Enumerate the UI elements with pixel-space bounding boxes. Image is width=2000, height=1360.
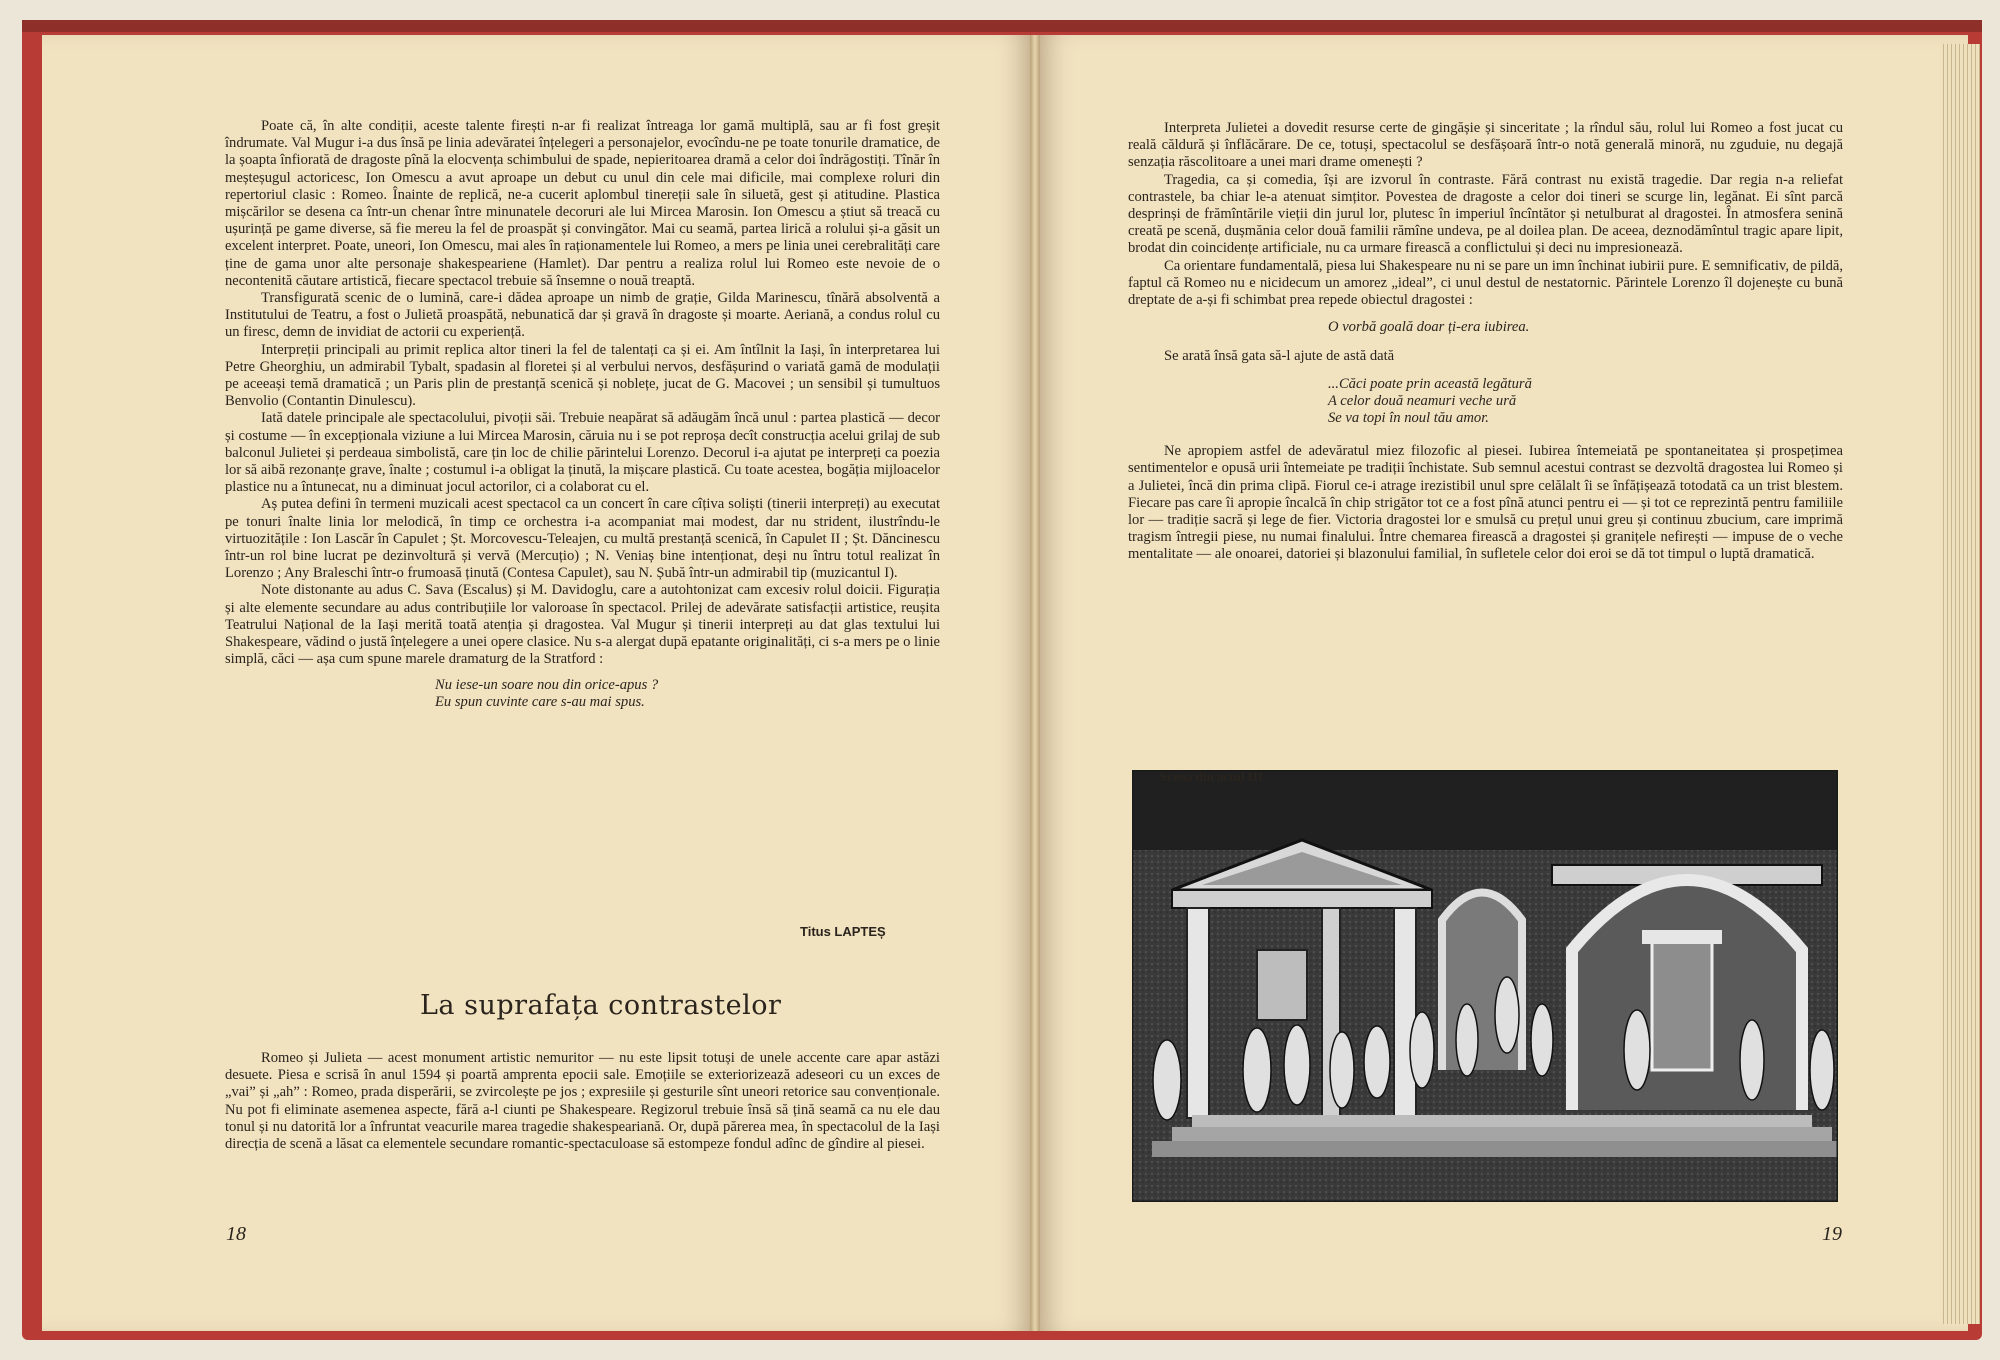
paragraph: Iată datele principale ale spectacolului, pivoții săi. Trebuie neapărat să adăugăm încă unul : partea plastică — decor și costume — în excepționala viziune a lui Mircea Marosin, căruia nu i se pot reproșa decît construcția acelui grilaj de sub balconul Julietei și perdeaua simbolistă, care țin loc de chilie părintelui Lorenzo. Decorul i-a ajutat pe interpreți ca poezia lor să aibă rezonanțe grave, înalte ; costumul i-a obligat la ținută, la mișcare plastică. Cu toate acestea, bogăția mijloacelor plastice nu a întunecat, nu a diminuat jocul actorilor, ci a colaborat cu el.: [225, 410, 940, 496]
verse-line: Eu spun cuvinte care s-au mai spus.: [435, 693, 645, 710]
book-gutter: [1030, 35, 1040, 1331]
article-intro: [225, 1050, 940, 1153]
paragraph: Ne apropiem astfel de adevăratul miez filozofic al piesei. Iubirea întemeiată pe spontaneitatea și prospețimea sentimentelor e opusă urii întemeiate pe tradiții închistate. Sub semnul acestui contrast se dezvoltă dragostea lui Romeo și a Julietei, încă din prima clipă. Fiorul ce-i atrage irezistibil unul spre celălalt îi se înfățișează totodată ca un trist blestem. Fiecare pas care îi apropie încalcă în chip strigător tot ce a fost pînă atunci pentru ei — și tot ce reprezintă pentru familiile lor — tradiție sacră și lege de fier. Victoria dragostei lor e smulsă cu prețul unui greu și continuu zbucium, care imprimă tragism întregii piese, nu numai finalului. Între chemarea firească a dragostei și granițele nefirești — impuse de o veche mentalitate — ale onoarei, datoriei și blazonului familial, în sufletele celor doi eroi se dă tot timpul o luptă dramatică.: [1128, 443, 1843, 563]
paragraph: Tragedia, ca și comedia, își are izvorul în contraste. Fără contrast nu există tragedie. Dar regia n-a reliefat contrastele, ba chiar le-a atenuat simțitor. Povestea de dragoste a celor doi tineri se scurge lin, legănat. Ei sînt parcă desprinși de frămîntările vieții din jurul lor, plutesc în imperiul încîntător și netulburat al dragostei. În atmosfera senină creată pe scenă, dușmănia celor două familii rămîne undeva, pe al doilea plan. De aceea, deznodămîntul tragic apare lipit, brodat din coincidențe artificiale, nu ca urmare firească a conflictului și deci nu impresionează.: [1128, 171, 1843, 257]
page-number-right: 19: [1822, 1223, 1842, 1245]
verse-line: Se va topi în noul tău amor.: [1328, 410, 1489, 427]
paragraph: Interpreții principali au primit replica altor tineri la fel de talentați ca și ei. Am întîlnit la Iași, în interpretarea lui Petre Gheorghiu, un admirabil Tybalt, spadasin al floretei și al verbului nervos, desfășurind o variată gamă de modulații pe aceeași temă dramatică ; un Paris plin de prestanță scenică și noblețe, jucat de G. Macovei ; un sensibil și tumultuos Benvolio (Contantin Dinulescu).: [225, 341, 940, 410]
paragraph: Ca orientare fundamentală, piesa lui Shakespeare nu ni se pare un imn închinat iubirii pure. E semnificativ, de pildă, faptul că Romeo nu e nicidecum un amorez „ideal”, ci unul destul de nestatornic. Părintele Lorenzo îl dojenește cu bună dreptate de a-și fi schimbat prea repede obiectul dragostei :: [1128, 257, 1843, 309]
paragraph: Se arată însă gata să-l ajute de astă dată: [1164, 348, 1395, 365]
paragraph: Note distonante au adus C. Sava (Escalus) și M. Davidoglu, care a autohtonizat cam excesiv rolul doicii. Figurația și alte elemente secundare au adus contribuțiile lor valoroase în spectacol. Prilej de adevărate satisfacții artistice, reușita Teatrului Național de la Iași merită toată atenția și dragostea. Val Mugur și tinerii interpreți au dat glas textului lui Shakespeare, vădind o justă înțelegere a unei opere clasice. Nu s-a alergat după epatante originalități, ci s-a mers pe o linie simplă, căci — așa cum spune marele dramaturg de la Stratford :: [225, 582, 940, 668]
stage-scene-photo: [1132, 770, 1838, 1202]
verse-line: O vorbă goală doar ți-era iubirea.: [1328, 319, 1530, 336]
author-signature: Titus LAPTEȘ: [800, 924, 886, 939]
paragraph: Aș putea defini în termeni muzicali acest spectacol ca un concert în care cîțiva soliști (tinerii interpreți) au executat pe tonuri înalte linia lor melodică, în timp ce orchestra i-a acompaniat mai modest, dar nu strident, ilustrîndu-le virtuozitățile : Ion Lascăr în Capulet ; Șt. Morcovescu-Teleajen, cu multă prestanță scenică, în Capulet II ; Șt. Dăncinescu într-un rol bine lucrat pe dezinvoltură și vervă (Mercuțio) ; N. Veniaș bine intenționat, deși nu întru totul realizat în Lorenzo ; Any Braleschi într-o frumoasă ținută (Contesa Capulet), sau N. Șubă într-un admirabil tip (muzicantul I).: [225, 496, 940, 582]
stage-steps: [1152, 1115, 1838, 1157]
page-edges: [1940, 44, 1980, 1324]
paragraph: Transfigurată scenic de o lumină, care-i dădea aproape un nimb de grație, Gilda Marinescu, tînără absolventă a Institutului de Teatru, a fost o Julietă proaspătă, nebunatică dar și gravă în dragoste și moarte. Aeriană, a condus rolul cu un firesc, demn de invidiat de actorii cu experiență.: [225, 290, 940, 341]
paragraph: Romeo și Julieta — acest monument artistic nemuritor — nu este lipsit totuși de unele accente care apar astăzi desuete. Piesa e scrisă în anul 1594 și poartă amprenta epocii sale. Emoțiile se exteriorizează adeseori cu un exces de „vai” și „ah” : Romeo, prada disperării, se zvircolește pe jos ; expresiile și gesturile sînt uneori retorice sau convenționale. Nu pot fi eliminate asemenea aspecte, fără a-l ciunti pe Shakespeare. Regizorul trebuie însă să țină seamă ca nu ele dau tonul și nu datorită lor a înfruntat veacurile marea tragedie shakespeariană. Or, după părerea mea, în spectacolul de la Iași direcția de scenă a lăsat ca elementele secundare romantic-spectaculoase să estompeze fondul adînc de gîndire al piesei.: [225, 1050, 940, 1153]
left-page-body: [225, 118, 940, 719]
verse-quote: [435, 677, 940, 711]
right-page-body: [1128, 120, 1843, 564]
book-cover-edge: [22, 20, 1982, 32]
paragraph: Poate că, în alte condiții, aceste talente firești n-ar fi realizat întreaga lor gamă multiplă, sau ar fi fost greșit îndrumate. Val Mugur i-a dus însă pe linia adevăratei înțelegeri a personajelor, evocîndu-ne pe toate tonurile dramatice, de la șoapta înfiorată de dragoste pînă la elocvența schimbului de spade, nepieritoarea dramă a celor doi îndrăgostiți. Tînăr în meșteșugul actoricesc, Ion Omescu a avut aproape un debut cu unul din cele mai dificile, mai complexe roluri din repertoriul clasic : Romeo. Înainte de replică, ne-a cucerit aplombul tinereții sale în siluetă, gest și atitudine. Plastica mișcărilor se desena ca într-un chenar între minunatele decoruri ale lui Mircea Marosin. Ion Omescu a știut să treacă cu ușurință pe game diverse, să fie mereu la fel de proaspăt și convingător. Mai cu seamă, partea lirică a rolului și-a găsit un excelent interpret. Poate, uneori, Ion Omescu, mai ales în raționamentele lui Romeo, a mers pe linia unei cerebralități care ține de gama unor alte personaje shakespeariene (Hamlet). Dar pentru a realiza rolul lui Romeo este nevoie de o necontenită căutare artistică, fiecare spectacol trebuie să însemne o nouă treaptă.: [225, 118, 940, 289]
paragraph: Interpreta Julietei a dovedit resurse certe de gingășie și sinceritate ; la rîndul său, rolul lui Romeo a fost jucat cu reală căldură și înflăcărare. De ce, totuși, spectacolul se desfășoară într-o notă generală minoră, nu zguduie, nu degajă senzația răscolitoare a unei mari drame omenești ?: [1128, 120, 1843, 171]
verse-line: Nu iese-un soare nou din orice-apus ?: [435, 676, 659, 693]
verse-line: ...Căci poate prin această legătură: [1328, 375, 1532, 392]
page-number-left: 18: [226, 1223, 246, 1245]
article-heading: La suprafața contrastelor: [420, 990, 782, 1021]
verse-line: A celor două neamuri veche ură: [1328, 392, 1517, 409]
verse-quote: [1328, 319, 1843, 336]
photo-caption: Scenă din actul III: [1160, 769, 1263, 784]
verse-quote: [1328, 376, 1843, 428]
